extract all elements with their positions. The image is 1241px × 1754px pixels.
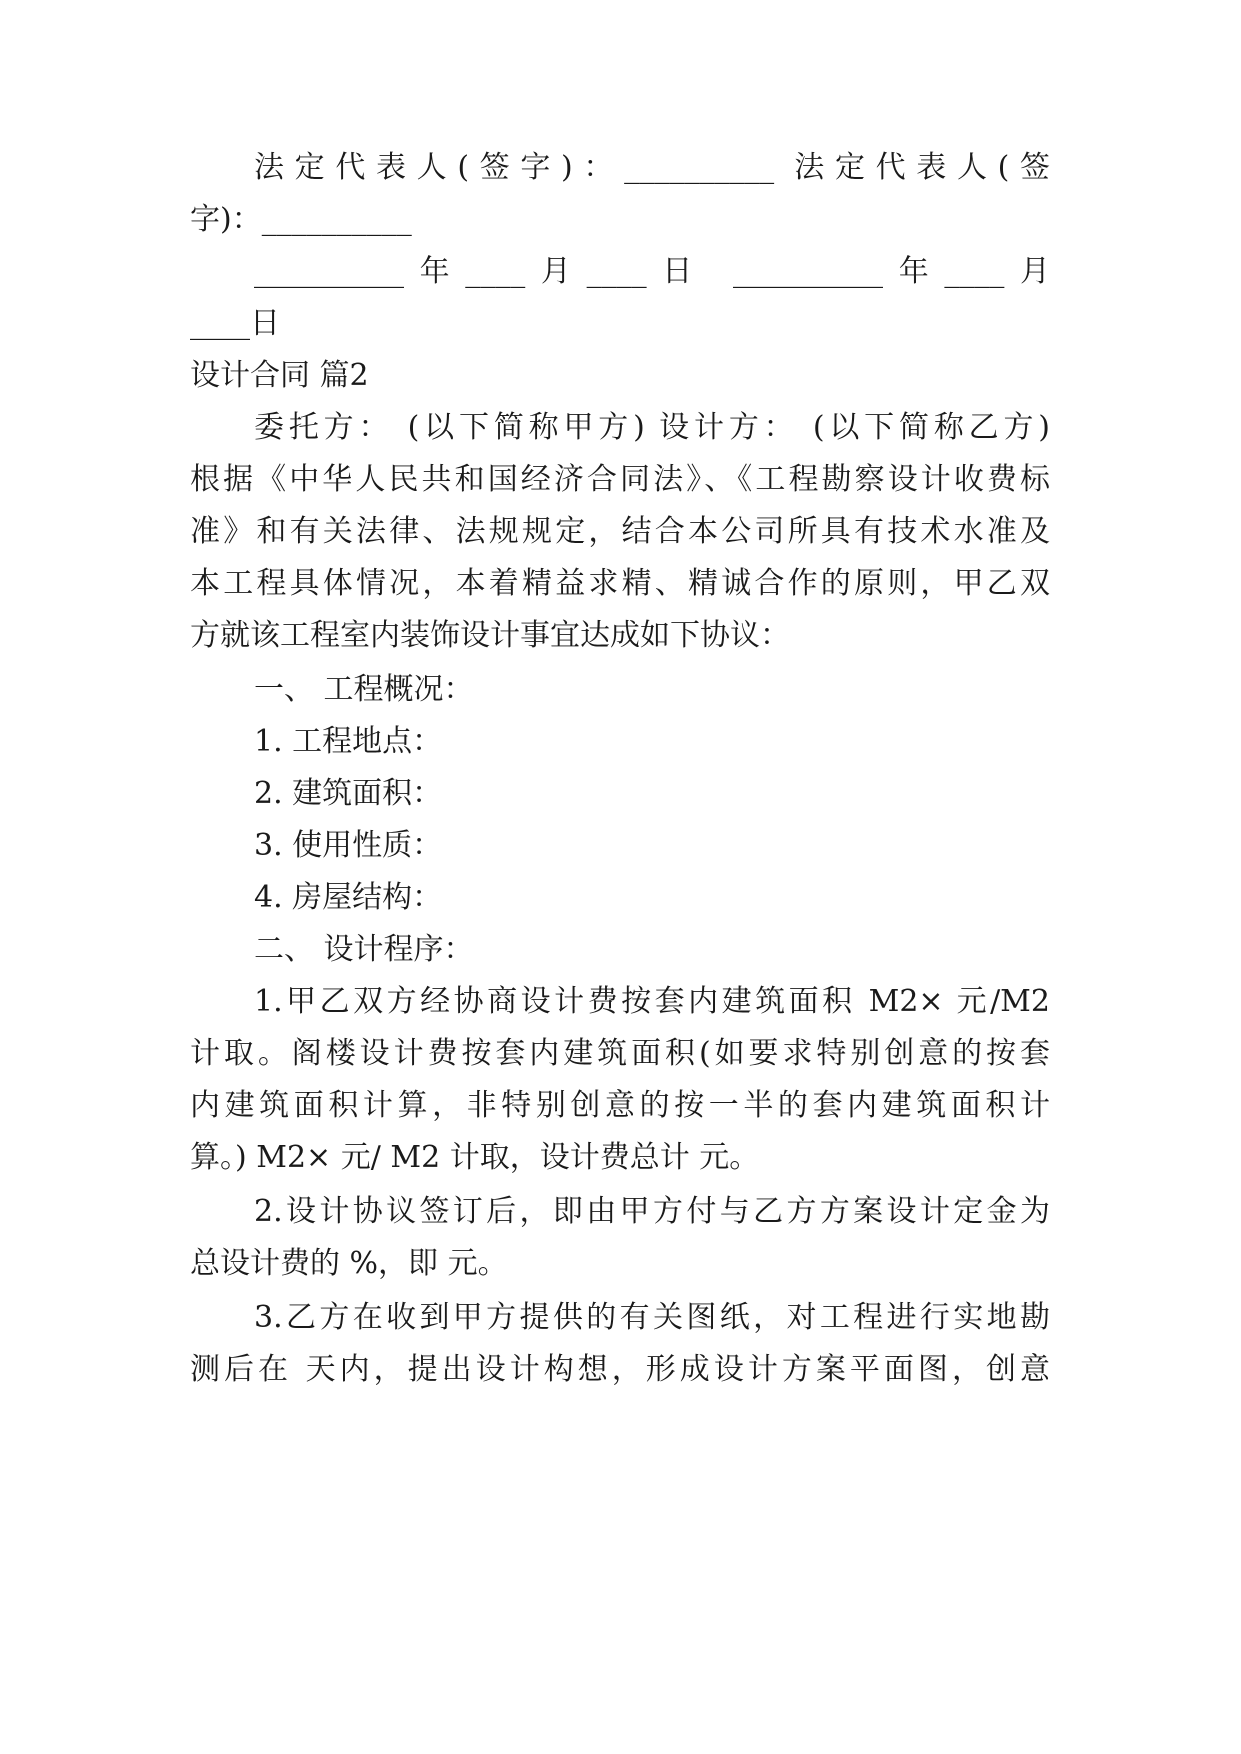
- paragraph-2-line-2: 总设计费的 %，即 元。: [190, 1246, 508, 1281]
- paragraph-1-line-1: 1.甲乙双方经协商设计费按套内建筑面积 M2× 元/M2: [254, 984, 1050, 1019]
- intro-line-4: 本工程具体情况，本着精益求精、精诚合作的原则，甲乙双: [190, 566, 1050, 601]
- intro-line-5: 方就该工程室内装饰设计事宜达成如下协议：: [190, 618, 790, 653]
- paragraph-3-line-1: 3.乙方在收到甲方提供的有关图纸，对工程进行实地勘: [254, 1300, 1050, 1335]
- paragraph-1-line-4: 算。) M2× 元/ M2 计取，设计费总计 元。: [190, 1140, 760, 1175]
- heading-project-overview: 一、 工程概况：: [254, 672, 474, 707]
- section-title: 设计合同 篇2: [190, 358, 369, 393]
- paragraph-1-line-2: 计取。阁楼设计费按套内建筑面积(如要求特别创意的按套: [190, 1036, 1050, 1071]
- date-line-1: __________年____月____日 __________年____月: [254, 254, 1050, 289]
- intro-line-1: 委托方： (以下简称甲方) 设计方： (以下简称乙方): [254, 410, 1050, 445]
- paragraph-2-line-1: 2.设计协议签订后，即由甲方付与乙方方案设计定金为: [254, 1194, 1050, 1229]
- intro-line-3: 准》和有关法律、法规规定，结合本公司所具有技术水准及: [190, 514, 1050, 549]
- list-item: 1. 工程地点：: [254, 724, 443, 759]
- signature-line-2: 字)：__________: [190, 202, 412, 237]
- heading-design-procedure: 二、 设计程序：: [254, 932, 474, 967]
- date-line-2: ____日: [190, 306, 280, 341]
- paragraph-1-line-3: 内建筑面积计算，非特别创意的按一半的套内建筑面积计: [190, 1088, 1050, 1123]
- paragraph-3-line-2: 测后在 天内，提出设计构想，形成设计方案平面图，创意: [190, 1352, 1050, 1387]
- list-item: 2. 建筑面积：: [254, 776, 443, 811]
- list-item: 3. 使用性质：: [254, 828, 443, 863]
- list-item: 4. 房屋结构：: [254, 880, 443, 915]
- signature-line-1: 法定代表人(签字)：__________ 法定代表人(签: [254, 150, 1050, 185]
- intro-line-2: 根据《中华人民共和国经济合同法》、《工程勘察设计收费标: [190, 462, 1050, 497]
